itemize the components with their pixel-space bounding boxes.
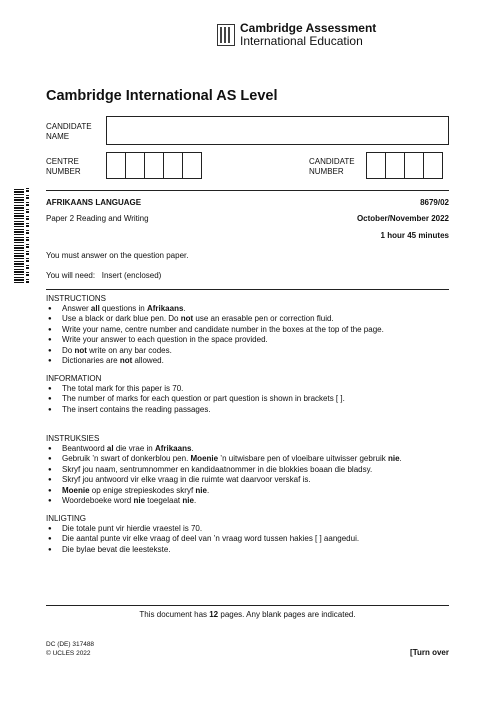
- barcode: [14, 187, 24, 283]
- divider: [46, 289, 449, 290]
- list-item: [46, 356, 456, 366]
- list-item: [46, 465, 456, 475]
- paper-code: 8679/02: [420, 198, 449, 207]
- page-count-number: 12: [209, 610, 219, 619]
- instruksies-section: [46, 434, 456, 506]
- materials-value: Insert (enclosed): [101, 271, 162, 280]
- exam-duration: 1 hour 45 minutes: [380, 231, 449, 240]
- list-item: ● Die aantal punte vir elke vraag of deel van ’n vraag word tussen hakies [ ] aangedui.: [46, 534, 456, 544]
- information-section: [46, 374, 456, 415]
- page-count-post: pages. Any blank pages are indicated.: [218, 610, 356, 619]
- emphasis-text: all: [90, 304, 100, 313]
- list-item-text: Gebruik ’n swart of donkerblou pen.: [62, 454, 191, 464]
- page-count-pre: This document has: [139, 610, 210, 619]
- footer-ref: [46, 640, 94, 658]
- list-item: ● The number of marks for each question or part question is shown in brackets [ ].: [46, 394, 456, 404]
- list-item: ● Die totale punt vir hierdie vraestel is 70.: [46, 524, 456, 534]
- inligting-section: [46, 514, 456, 555]
- emphasis-text: nie: [133, 496, 146, 506]
- list-item-text: questions in: [99, 304, 147, 313]
- list-item-text: Write your answer to each question in the space provided.: [62, 335, 268, 345]
- centre-number-cell[interactable]: [163, 152, 183, 179]
- list-item: [46, 325, 456, 335]
- centre-number-cell[interactable]: [125, 152, 145, 179]
- candidate-number-cell[interactable]: [404, 152, 424, 179]
- list-item: ● The total mark for this paper is 70.: [46, 384, 456, 394]
- emphasis-text: Afrikaans: [146, 304, 184, 313]
- list-item: ● Die bylae bevat die leestekste.: [46, 545, 456, 555]
- list-item-text: Use a black or dark blue pen. Do: [62, 314, 181, 324]
- instructions-section: [46, 294, 456, 366]
- document-reference: DC (DE) 317488: [46, 641, 95, 648]
- candidate-number-field[interactable]: [367, 152, 443, 179]
- candidate-number-cell[interactable]: [366, 152, 386, 179]
- materials-label: You will need:: [46, 271, 96, 280]
- instructions-heading: INSTRUCTIONS: [46, 294, 106, 303]
- centre-number-label: CENTRE NUMBER: [46, 157, 81, 176]
- list-item-text: toegelaat: [145, 496, 183, 506]
- list-item: ● The insert contains the reading passages.: [46, 405, 456, 415]
- candidate-name-field[interactable]: [106, 116, 449, 145]
- list-item-text: Skryf jou antwoord vir elke vraag in die ruimte wat daarvoor verskaf is.: [62, 475, 311, 485]
- cambridge-shield-icon: [217, 24, 235, 46]
- emphasis-text: nie: [195, 485, 207, 495]
- inligting-list: [46, 524, 456, 555]
- list-item: [46, 346, 456, 356]
- emphasis-text: al: [106, 444, 114, 453]
- turn-over: [Turn over: [410, 648, 449, 657]
- instruksies-heading: INSTRUKSIES: [46, 434, 100, 443]
- candidate-number-label: CANDIDATE NUMBER: [309, 157, 355, 176]
- instruksies-list: [46, 444, 456, 506]
- page-title: Cambridge International AS Level: [46, 88, 278, 104]
- centre-number-cell[interactable]: [106, 152, 126, 179]
- emphasis-text: not: [74, 345, 87, 355]
- list-item-text: .: [206, 485, 210, 495]
- emphasis-text: not: [119, 356, 133, 366]
- logo-line-2: International Education: [240, 34, 363, 48]
- instructions-list: [46, 304, 456, 366]
- list-item-text: die vrae in: [113, 444, 155, 453]
- candidate-number-cell[interactable]: [423, 152, 443, 179]
- paper-name: Paper 2 Reading and Writing: [46, 214, 149, 223]
- centre-number-field[interactable]: [107, 152, 202, 179]
- list-item: [46, 454, 456, 464]
- list-item: [46, 496, 456, 506]
- list-item-text: .: [193, 496, 197, 506]
- page-count-note: [46, 610, 449, 620]
- list-item-text: .: [399, 454, 402, 464]
- emphasis-text: Moenie: [190, 454, 219, 464]
- list-item-text: .: [183, 304, 186, 313]
- list-item-text: Do: [62, 345, 75, 355]
- list-item-text: write on any bar codes.: [86, 345, 172, 355]
- barcode-strip: [26, 187, 29, 283]
- list-item-text: Dictionaries are: [62, 356, 120, 366]
- list-item: [46, 335, 456, 345]
- list-item-text: op enige strepieskodes skryf: [89, 485, 196, 495]
- cambridge-logo: [217, 22, 376, 48]
- candidate-name-label: CANDIDATE NAME: [46, 122, 92, 141]
- list-item: [46, 444, 456, 454]
- list-item-text: Beantwoord: [62, 444, 107, 453]
- emphasis-text: nie: [182, 496, 194, 506]
- list-item-text: .: [191, 444, 194, 453]
- list-item-text: Woordeboeke word: [62, 496, 134, 506]
- exam-session: October/November 2022: [356, 214, 449, 223]
- list-item-text: Answer: [62, 304, 91, 313]
- subject-title: AFRIKAANS LANGUAGE: [46, 198, 142, 207]
- list-item-text: Write your name, centre number and candidate number in the boxes at the top of the page.: [62, 324, 384, 334]
- emphasis-text: not: [180, 314, 194, 324]
- divider: [46, 190, 449, 191]
- list-item: [46, 475, 456, 485]
- list-item: [46, 486, 456, 496]
- candidate-number-cell[interactable]: [385, 152, 405, 179]
- inligting-heading: INLIGTING: [46, 514, 87, 523]
- information-heading: INFORMATION: [46, 374, 102, 383]
- emphasis-text: nie: [387, 454, 400, 464]
- copyright: © UCLES 2022: [46, 650, 91, 657]
- logo-line-1: Cambridge Assessment: [240, 21, 377, 35]
- list-item: [46, 304, 456, 314]
- divider: [46, 605, 449, 606]
- list-item-text: use an erasable pen or correction fluid.: [193, 314, 334, 324]
- emphasis-text: Moenie: [62, 485, 90, 495]
- list-item-text: allowed.: [132, 356, 164, 366]
- list-item: [46, 314, 456, 324]
- centre-number-cell[interactable]: [182, 152, 202, 179]
- centre-number-cell[interactable]: [144, 152, 164, 179]
- list-item-text: ’n uitwisbare pen of vloeibare uitwisser gebruik: [218, 454, 388, 464]
- emphasis-text: Afrikaans: [154, 444, 192, 453]
- materials-needed: [46, 271, 161, 281]
- list-item-text: Skryf jou naam, sentrumnommer en kandidaatnommer in die blokkies boaan die bladsy.: [62, 464, 373, 474]
- information-list: [46, 384, 456, 415]
- answer-note: You must answer on the question paper.: [46, 251, 189, 260]
